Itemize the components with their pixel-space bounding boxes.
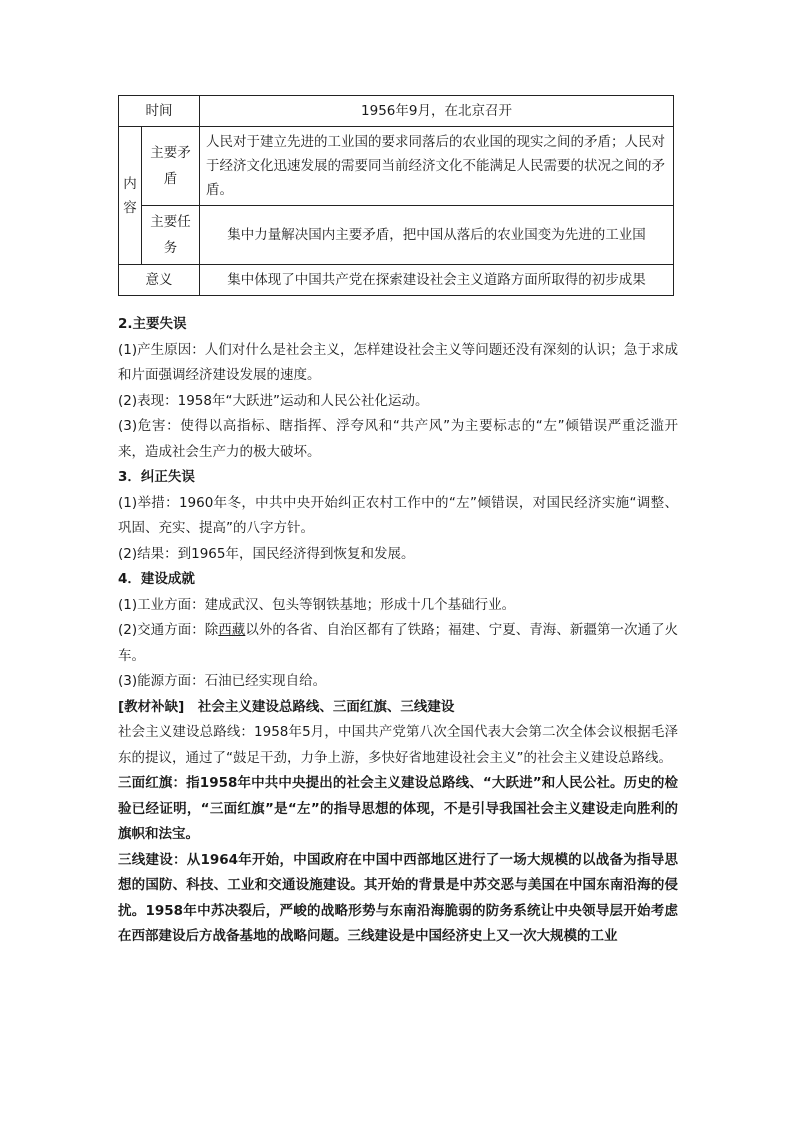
task-label: 主要任务 [141,206,199,265]
paragraph: 三面红旗：指1958年中共中央提出的社会主义建设总路线、“大跃进”和人民公社。历史的检验已经证明，“三面红旗”是“左”的指导思想的体现，不是引导我国社会主义建设走向胜利的旗帜和法宝。 [118,775,678,842]
underlined-term: 西藏 [218,622,246,638]
section-heading-achievements: 4．建设成就 [118,571,195,587]
table-row-time [119,96,674,127]
section-heading-mistakes: 2.主要失误 [118,316,187,332]
meaning-text: 集中体现了中国共产党在探索建设社会主义道路方面所取得的初步成果 [200,265,674,296]
meeting-summary-table [118,95,674,296]
meaning-label: 意义 [119,265,200,296]
section-heading-correction: 3．纠正失误 [118,469,195,485]
time-label: 时间 [119,96,200,127]
paragraph [118,618,678,669]
paragraph: (1)举措：1960年冬，中共中央开始纠正农村工作中的“左”倾错误，对国民经济实施“调整、巩固、充实、提高”的八字方针。 [118,494,678,536]
paragraph: (1)产生原因：人们对什么是社会主义，怎样建设社会主义等问题还没有深刻的认识；急于求成和片面强调经济建设发展的速度。 [118,341,678,383]
paragraph: (3)能源方面：石油已经实现自给。 [118,673,327,689]
paragraph: (2)结果：到1965年，国民经济得到恢复和发展。 [118,545,415,562]
table-row-meaning [119,265,674,296]
supplement-heading: [教材补缺] 社会主义建设总路线、三面红旗、三线建设 [118,698,455,715]
contradiction-text: 人民对于建立先进的工业国的要求同落后的农业国的现实之间的矛盾；人民对于经济文化迅速发展的需要同当前经济文化不能满足人民需要的状况之间的矛盾。 [200,127,674,206]
table-row-task [119,206,674,265]
paragraph: 三线建设：从1964年开始，中国政府在中国中西部地区进行了一场大规模的以战备为指导思想的国防、科技、工业和交通设施建设。其开始的背景是中苏交恶与美国在中国东南沿海的侵扰。1958年中苏决裂后，严峻的战略形势与东南沿海脆弱的防务系统让中央领导层开始考虑在西部建设后方战备基地的战略问题。三线建设是中国经济史上又一次大规模的工业 [118,851,678,944]
table-row-contradiction [119,127,674,206]
document-body [118,312,678,950]
task-text: 集中力量解决国内主要矛盾，把中国从落后的农业国变为先进的工业国 [200,206,674,265]
paragraph: (2)表现：1958年“大跃进”运动和人民公社化运动。 [118,392,429,409]
text-span: (2)交通方面：除 [118,622,219,638]
paragraph: (3)危害：使得以高指标、瞎指挥、浮夸风和“共产风”为主要标志的“左”倾错误严重泛滥开来，造成社会生产力的极大破坏。 [118,418,678,460]
content-label: 内容 [119,127,142,265]
paragraph: 社会主义建设总路线：1958年5月，中国共产党第八次全国代表大会第二次全体会议根据毛泽东的提议，通过了“鼓足干劲，力争上游，多快好省地建设社会主义”的社会主义建设总路线。 [118,724,678,766]
paragraph: (1)工业方面：建成武汉、包头等钢铁基地；形成十几个基础行业。 [118,596,516,613]
contradiction-label: 主要矛盾 [141,127,199,206]
time-value: 1956年9月，在北京召开 [200,96,674,127]
text-span: 以外的各省、自治区都有了铁路；福建、宁夏、青海、新疆第一次通了火车。 [118,622,679,664]
